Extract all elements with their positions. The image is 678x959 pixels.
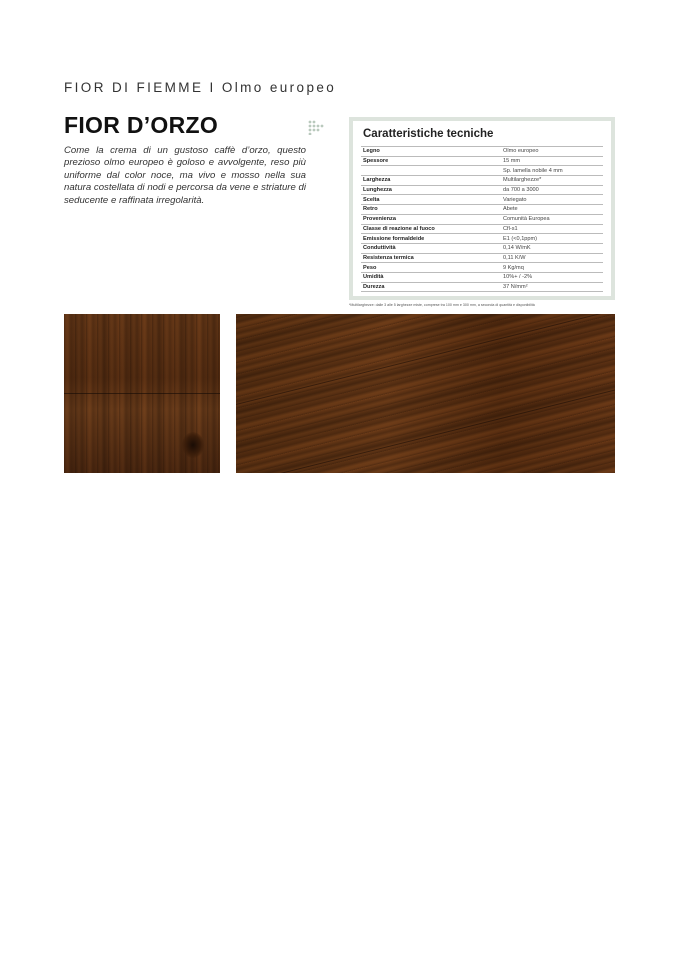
tech-label: Peso (363, 264, 377, 271)
header-separator: I (209, 80, 216, 95)
tech-row (361, 175, 603, 185)
tech-label: Retro (363, 206, 378, 213)
tech-label: Umidità (363, 274, 384, 281)
tech-row (361, 214, 603, 224)
tech-label: Spessore (363, 158, 389, 165)
tech-value: Cfl-s1 (503, 225, 518, 232)
tech-value: 0,14 W/mK (503, 245, 531, 252)
tech-value: Sp. lamella nobile 4 mm (503, 167, 563, 174)
tech-value: Multilarghezze* (503, 177, 542, 184)
tech-row (361, 262, 603, 272)
wood-sample-detail-image (64, 314, 220, 473)
tech-row (361, 243, 603, 253)
wood-type: Olmo europeo (221, 80, 337, 95)
plank-seam (236, 383, 615, 473)
tech-value: Olmo europeo (503, 148, 539, 155)
wood-knot (182, 432, 204, 458)
tech-label: Classe di reazione al fuoco (363, 225, 435, 232)
collection-header (64, 80, 336, 95)
tech-label: Resistenza termica (363, 254, 414, 261)
tech-value: 10%+ / -2% (503, 274, 533, 281)
tech-label: Scelta (363, 196, 380, 203)
tech-specs-title: Caratteristiche tecniche (363, 128, 494, 140)
tech-footnote: *Multilarghezze: dalle 3 alle 5 larghezze miste, comprese tra 100 mm e 300 mm, a seconda di quantità e disponibilità (349, 303, 535, 307)
collection-name: FIOR DI FIEMME (64, 80, 204, 95)
tech-row (361, 233, 603, 243)
tech-value: da 700 a 3000 (503, 187, 539, 194)
tech-row (361, 194, 603, 204)
product-description: Come la crema di un gustoso caffè d’orzo, questo prezioso olmo europeo è goloso e avvolgente, reso più uniforme dal color noce, ma vivo e mosso nella sua natura costellata di nodi e percorsa da vene e striature di seducente e raffinata irregolarità. (64, 145, 306, 206)
tech-row (361, 272, 603, 282)
tech-label: Lunghezza (363, 187, 392, 194)
tech-specs-panel (353, 121, 611, 296)
tech-value: Abete (503, 206, 518, 213)
tech-label: Provenienza (363, 216, 396, 223)
tech-label: Larghezza (363, 177, 391, 184)
tech-value: Variegato (503, 196, 527, 203)
tech-row (361, 253, 603, 263)
tech-value: 37 N/mm² (503, 283, 528, 290)
tech-value: 9 Kg/mq (503, 264, 524, 271)
tech-value: Comunità Europea (503, 216, 550, 223)
wood-floor-image (236, 314, 615, 473)
tech-label: Emissione formaldeide (363, 235, 425, 242)
dots-decoration-icon (307, 119, 325, 135)
tech-label: Conduttività (363, 245, 396, 252)
tech-value: 15 mm (503, 158, 521, 165)
tech-value: E1 (<0,1ppm) (503, 235, 538, 242)
tech-row (361, 165, 603, 175)
tech-row (361, 146, 603, 156)
tech-specs-table (361, 146, 603, 292)
tech-row (361, 204, 603, 214)
tech-label: Legno (363, 148, 380, 155)
tech-row (361, 156, 603, 166)
tech-row (361, 224, 603, 234)
tech-row (361, 185, 603, 195)
tech-value: 0,11 K/W (503, 254, 526, 261)
plank-seam (236, 314, 615, 410)
tech-label: Durezza (363, 283, 385, 290)
product-title: FIOR D’ORZO (64, 112, 219, 138)
tech-specs-box (349, 117, 615, 300)
tech-row (361, 282, 603, 293)
